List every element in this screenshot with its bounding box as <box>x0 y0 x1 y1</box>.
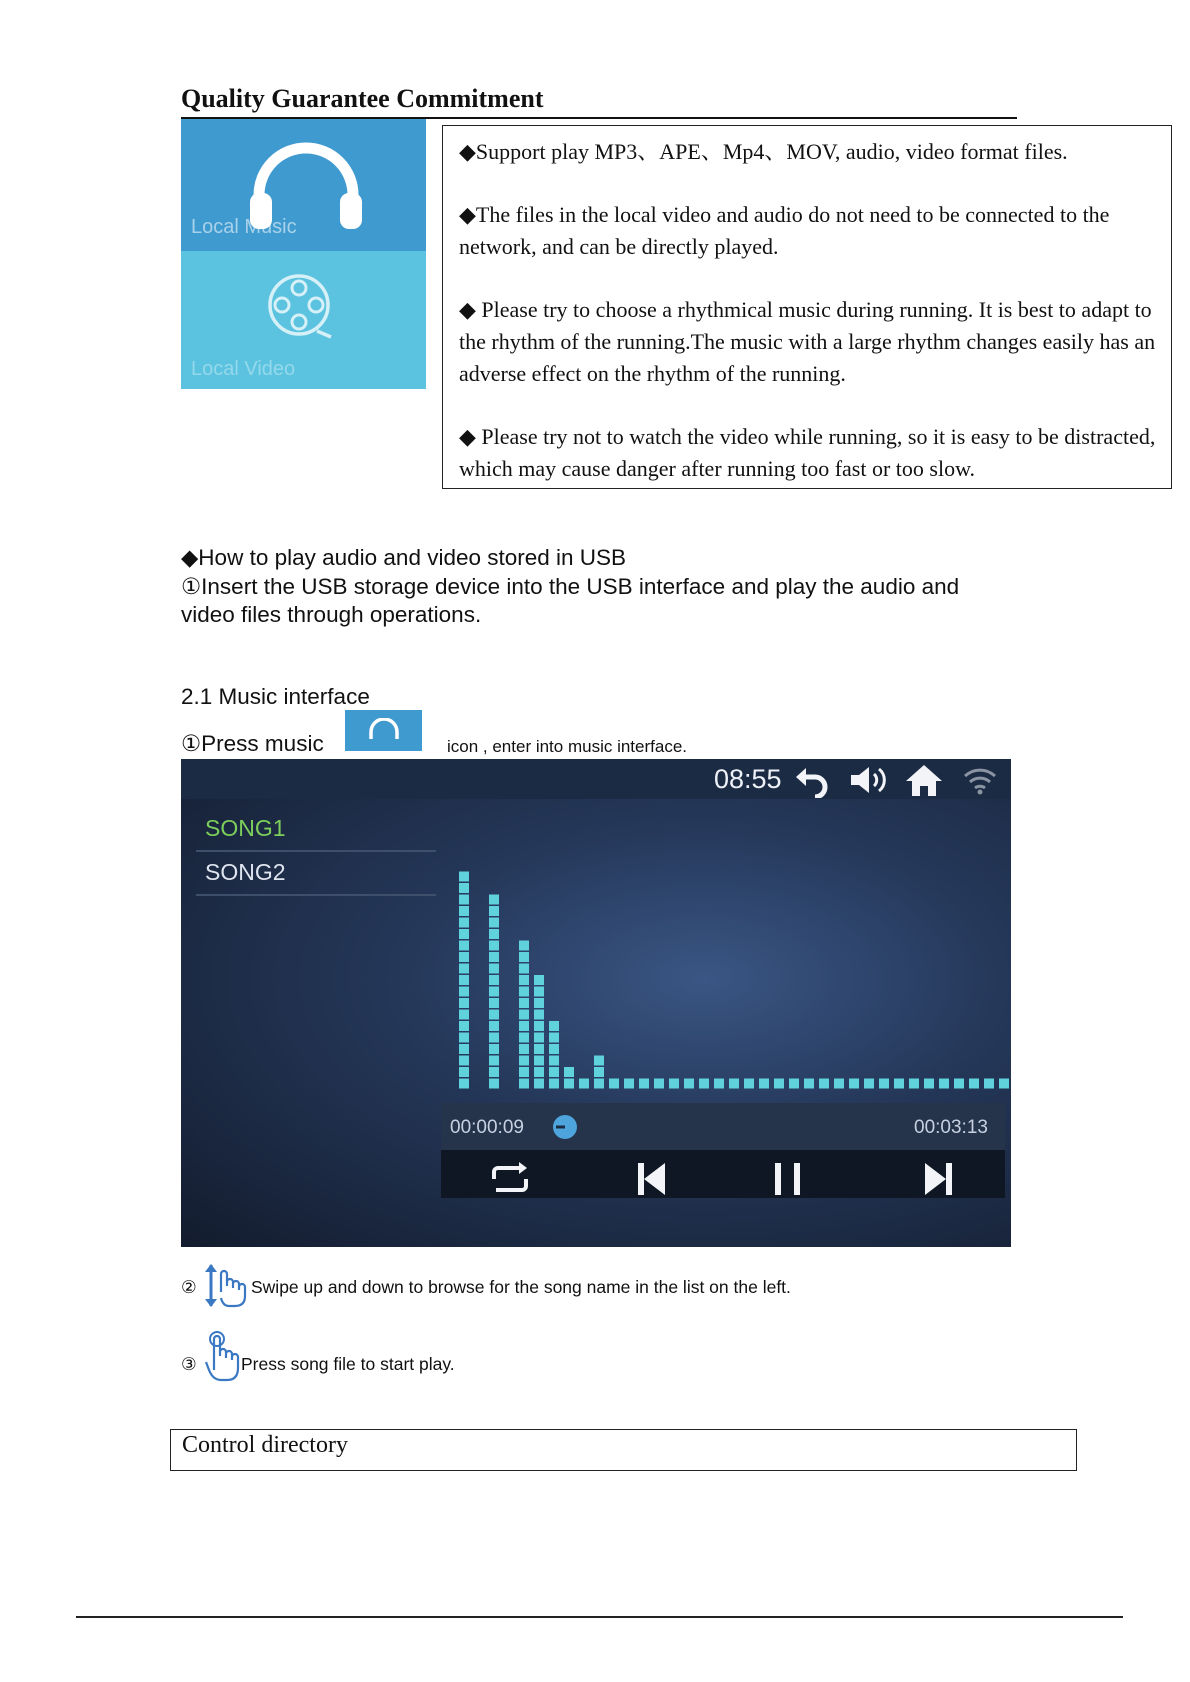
clock: 08:55 <box>714 764 782 794</box>
music-player-screenshot <box>181 759 1011 1247</box>
song-item[interactable]: SONG2 <box>205 859 286 885</box>
spectrum-cell <box>459 929 469 939</box>
spectrum-cell <box>894 1079 904 1089</box>
spectrum-cell <box>489 941 499 951</box>
usb-step1-line1: ①Insert the USB storage device into the USB interface and play the audio and <box>181 574 960 599</box>
spectrum-cell <box>549 1021 559 1031</box>
usb-heading: ◆How to play audio and video stored in USB <box>181 545 627 570</box>
spectrum-cell <box>609 1079 619 1089</box>
spectrum-cell <box>519 975 529 985</box>
spectrum-cell <box>459 1033 469 1043</box>
info-bullet: ◆The files in the local video and audio do not need to be connected to the network, and can be directly played. <box>459 202 1110 259</box>
spectrum-cell <box>759 1079 769 1089</box>
swipe-gesture-icon <box>201 1262 255 1310</box>
step2-text: Swipe up and down to browse for the song name in the list on the left. <box>251 1277 791 1297</box>
spectrum-cell <box>519 964 529 974</box>
info-bullet: ◆ Please try to choose a rhythmical music during running. It is best to adapt to the rhythm of the running.The music with a large rhythm changes easily has an adverse effect on the rhythm of the running. <box>459 297 1156 386</box>
spectrum-cell <box>534 1056 544 1066</box>
spectrum-cell <box>489 929 499 939</box>
spectrum-cell <box>909 1079 919 1089</box>
elapsed-time: 00:00:09 <box>450 1117 524 1138</box>
spectrum-cell <box>519 998 529 1008</box>
press-music-tail: icon , enter into music interface. <box>447 737 688 756</box>
spectrum-cell <box>939 1079 949 1089</box>
spectrum-cell <box>579 1079 589 1089</box>
spectrum-cell <box>519 987 529 997</box>
spectrum-cell <box>459 1056 469 1066</box>
footer-rule <box>76 1616 1123 1618</box>
spectrum-cell <box>789 1079 799 1089</box>
spectrum-cell <box>729 1079 739 1089</box>
spectrum-cell <box>519 952 529 962</box>
spectrum-cell <box>489 998 499 1008</box>
spectrum-cell <box>489 1067 499 1077</box>
spectrum-cell <box>864 1079 874 1089</box>
spectrum-cell <box>489 1079 499 1089</box>
spectrum-cell <box>459 941 469 951</box>
spectrum-cell <box>459 952 469 962</box>
spectrum-cell <box>489 1010 499 1020</box>
spectrum-cell <box>834 1079 844 1089</box>
spectrum-cell <box>669 1079 679 1089</box>
spectrum-cell <box>519 1079 529 1089</box>
info-bullet: ◆Support play MP3、APE、Mp4、MOV, audio, video format files. <box>459 139 1068 164</box>
spectrum-cell <box>534 1021 544 1031</box>
page-title: Quality Guarantee Commitment <box>181 84 544 113</box>
spectrum-cell <box>459 895 469 905</box>
next-icon[interactable] <box>921 1159 955 1199</box>
pause-icon[interactable] <box>771 1159 805 1199</box>
spectrum-cell <box>639 1079 649 1089</box>
spectrum-cell <box>459 1021 469 1031</box>
spectrum-cell <box>654 1079 664 1089</box>
spectrum-cell <box>744 1079 754 1089</box>
spectrum-cell <box>534 1044 544 1054</box>
spectrum-cell <box>624 1079 634 1089</box>
spectrum-cell <box>519 941 529 951</box>
spectrum-cell <box>969 1079 979 1089</box>
spectrum-cell <box>489 964 499 974</box>
spectrum-cell <box>984 1079 994 1089</box>
spectrum-cell <box>549 1056 559 1066</box>
spectrum-cell <box>534 987 544 997</box>
spectrum-cell <box>534 975 544 985</box>
app-tiles <box>181 119 426 389</box>
song-item[interactable]: SONG1 <box>205 815 286 841</box>
spectrum-cell <box>924 1079 934 1089</box>
headphones-icon <box>367 718 401 742</box>
spectrum-cell <box>684 1079 694 1089</box>
spectrum-cell <box>459 987 469 997</box>
spectrum-cell <box>459 1067 469 1077</box>
spectrum-cell <box>459 906 469 916</box>
spectrum-cell <box>489 895 499 905</box>
spectrum-cell <box>489 975 499 985</box>
spectrum-cell <box>459 964 469 974</box>
local-music-label: Local Music <box>191 216 297 238</box>
spectrum-cell <box>534 1079 544 1089</box>
spectrum-cell <box>534 1010 544 1020</box>
spectrum-cell <box>534 1033 544 1043</box>
spectrum-cell <box>549 1044 559 1054</box>
press-music-text: ①Press music <box>181 731 324 756</box>
step3-number: ③ <box>181 1354 197 1374</box>
progress-knob[interactable] <box>551 1113 579 1141</box>
spectrum-cell <box>594 1079 604 1089</box>
info-box <box>442 125 1172 489</box>
spectrum-cell <box>489 1021 499 1031</box>
spectrum-cell <box>954 1079 964 1089</box>
film-reel-icon <box>265 271 337 343</box>
spectrum-cell <box>489 1033 499 1043</box>
spectrum-cell <box>999 1079 1009 1089</box>
spectrum-cell <box>804 1079 814 1089</box>
spectrum-cell <box>549 1067 559 1077</box>
spectrum-cell <box>459 918 469 928</box>
spectrum-cell <box>849 1079 859 1089</box>
spectrum-cell <box>519 1067 529 1077</box>
local-video-label: Local Video <box>191 358 296 380</box>
info-bullet: ◆ Please try not to watch the video while running, so it is easy to be distracted, which may cause danger after running too fast or too slow. <box>459 424 1156 481</box>
music-button[interactable] <box>345 710 422 751</box>
spectrum-cell <box>489 918 499 928</box>
local-music-tile[interactable] <box>181 119 426 251</box>
step3-text: Press song file to start play. <box>241 1354 455 1374</box>
spectrum-cell <box>819 1079 829 1089</box>
step2-number: ② <box>181 1277 197 1297</box>
spectrum-cell <box>459 883 469 893</box>
spectrum-cell <box>534 998 544 1008</box>
spectrum-cell <box>459 1010 469 1020</box>
spectrum-cell <box>714 1079 724 1089</box>
spectrum-cell <box>549 1079 559 1089</box>
spectrum-cell <box>459 1079 469 1089</box>
total-time: 00:03:13 <box>914 1117 988 1138</box>
spectrum-cell <box>489 987 499 997</box>
spectrum-cell <box>564 1067 574 1077</box>
spectrum-cell <box>564 1079 574 1089</box>
spectrum-cell <box>594 1056 604 1066</box>
control-directory-box: Control directory <box>170 1429 1077 1471</box>
spectrum-cell <box>549 1033 559 1043</box>
usb-step1-line2: video files through operations. <box>181 602 482 627</box>
local-video-tile[interactable] <box>181 251 426 389</box>
spectrum-cell <box>699 1079 709 1089</box>
spectrum-cell <box>459 975 469 985</box>
spectrum-cell <box>774 1079 784 1089</box>
spectrum-cell <box>594 1067 604 1077</box>
previous-icon[interactable] <box>635 1159 669 1199</box>
tap-gesture-icon <box>203 1330 243 1382</box>
section-title: 2.1 Music interface <box>181 684 370 709</box>
spectrum-cell <box>459 1044 469 1054</box>
spectrum-cell <box>519 1033 529 1043</box>
spectrum-cell <box>489 952 499 962</box>
spectrum-cell <box>519 1021 529 1031</box>
spectrum-cell <box>459 998 469 1008</box>
spectrum-cell <box>459 872 469 882</box>
spectrum-cell <box>519 1044 529 1054</box>
repeat-icon[interactable] <box>486 1159 534 1199</box>
spectrum-cell <box>489 906 499 916</box>
spectrum-cell <box>879 1079 889 1089</box>
spectrum-cell <box>489 1044 499 1054</box>
spectrum-cell <box>534 1067 544 1077</box>
spectrum-cell <box>519 1010 529 1020</box>
spectrum-cell <box>519 1056 529 1066</box>
spectrum-cell <box>489 1056 499 1066</box>
